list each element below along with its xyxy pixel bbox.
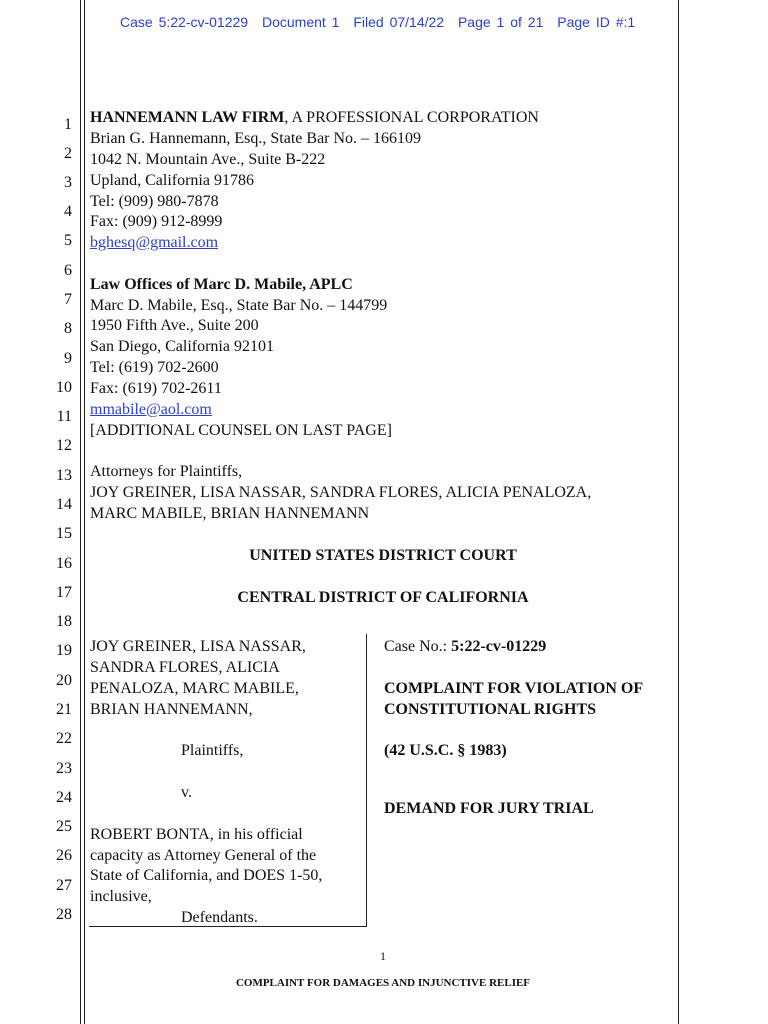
counsel1-firm <box>90 108 539 128</box>
plaintiffs-line-3: PENALOZA, MARC MABILE, <box>90 680 299 697</box>
line-number: 8 <box>64 320 72 337</box>
counsel2-tel: Tel: (619) 702-2600 <box>90 359 219 376</box>
counsel1-address2: Upland, California 91786 <box>90 172 254 189</box>
margin-rule-left-inner <box>84 0 85 1024</box>
case-number <box>384 637 546 657</box>
header-document: Document 1 <box>261 14 340 30</box>
plaintiffs-line-1: JOY GREINER, LISA NASSAR, <box>90 638 306 655</box>
line-number: 3 <box>64 174 72 191</box>
header-page: Page 1 of 21 <box>457 14 544 30</box>
defendants-label: Defendants. <box>181 909 258 926</box>
footer-title: COMPLAINT FOR DAMAGES AND INJUNCTIVE RELIEF <box>235 977 531 989</box>
defendant-line-3: State of California, and DOES 1-50, <box>90 867 323 884</box>
line-number: 21 <box>56 701 72 718</box>
line-number: 2 <box>64 145 72 162</box>
line-number: 12 <box>56 437 72 454</box>
counsel1-attorney: Brian G. Hannemann, Esq., State Bar No. – 166109 <box>90 130 422 147</box>
line-number: 24 <box>56 789 72 806</box>
line-number: 14 <box>56 496 72 513</box>
counsel2-fax: Fax: (619) 702-2611 <box>90 380 222 397</box>
defendant-line-2: capacity as Attorney General of the <box>90 847 317 864</box>
court-name: UNITED STATES DISTRICT COURT <box>249 547 517 564</box>
header-filed: Filed 07/14/22 <box>353 14 445 30</box>
line-number: 20 <box>56 672 72 689</box>
line-number: 15 <box>56 525 72 542</box>
case-number-value: 5:22-cv-01229 <box>451 638 547 655</box>
line-number: 19 <box>56 642 72 659</box>
jury-demand: DEMAND FOR JURY TRIAL <box>384 800 594 817</box>
counsel1-firm-name: HANNEMANN LAW FIRM <box>90 109 285 126</box>
line-number: 7 <box>64 291 72 308</box>
footer-page-number: 1 <box>380 949 386 963</box>
plaintiffs-line-4: BRIAN HANNEMANN, <box>90 701 253 718</box>
attorneys-for-names-2: MARC MABILE, BRIAN HANNEMANN <box>90 505 370 522</box>
line-number: 13 <box>56 467 72 484</box>
versus: v. <box>181 784 192 801</box>
counsel2-firm-name: Law Offices of Marc D. Mabile, APLC <box>90 276 353 293</box>
line-number: 1 <box>64 116 72 133</box>
attorneys-for-names-1: JOY GREINER, LISA NASSAR, SANDRA FLORES, ALICIA PENALOZA, <box>90 484 592 501</box>
attorneys-for-label: Attorneys for Plaintiffs, <box>90 463 243 480</box>
line-number: 25 <box>56 818 72 835</box>
line-number: 26 <box>56 847 72 864</box>
counsel1-firm-suffix: , A PROFESSIONAL CORPORATION <box>284 109 539 126</box>
header-page-id: Page ID #:1 <box>557 14 636 30</box>
additional-counsel-note: [ADDITIONAL COUNSEL ON LAST PAGE] <box>90 422 392 439</box>
complaint-title-1: COMPLAINT FOR VIOLATION OF <box>384 680 644 697</box>
line-number: 23 <box>56 760 72 777</box>
statute: (42 U.S.C. § 1983) <box>384 742 507 759</box>
counsel2-email-link[interactable]: mmabile@aol.com <box>90 401 212 418</box>
line-number: 9 <box>64 350 72 367</box>
counsel2-attorney: Marc D. Mabile, Esq., State Bar No. – 144799 <box>90 297 388 314</box>
plaintiffs-line-2: SANDRA FLORES, ALICIA <box>90 659 280 676</box>
counsel1-address1: 1042 N. Mountain Ave., Suite B-222 <box>90 151 326 168</box>
counsel2-address2: San Diego, California 92101 <box>90 338 274 355</box>
header-case: Case 5:22-cv-01229 <box>120 14 249 30</box>
counsel1-fax: Fax: (909) 912-8999 <box>90 213 223 230</box>
line-number: 18 <box>56 613 72 630</box>
line-number: 4 <box>64 203 72 220</box>
ecf-header <box>120 14 643 30</box>
counsel2-address1: 1950 Fifth Ave., Suite 200 <box>90 317 259 334</box>
margin-rule-left-outer <box>80 0 81 1024</box>
line-number: 22 <box>56 730 72 747</box>
defendant-line-1: ROBERT BONTA, in his official <box>90 826 303 843</box>
counsel1-tel: Tel: (909) 980-7878 <box>90 193 219 210</box>
defendant-line-4: inclusive, <box>90 888 152 905</box>
line-number: 28 <box>56 906 72 923</box>
line-number: 27 <box>56 877 72 894</box>
line-number: 5 <box>64 232 72 249</box>
line-number: 6 <box>64 262 72 279</box>
court-district: CENTRAL DISTRICT OF CALIFORNIA <box>237 589 529 606</box>
plaintiffs-label: Plaintiffs, <box>181 742 244 759</box>
margin-rule-right <box>678 0 679 1024</box>
case-number-label: Case No.: <box>384 638 452 655</box>
complaint-title-2: CONSTITUTIONAL RIGHTS <box>384 701 597 718</box>
line-number: 11 <box>56 408 72 425</box>
counsel1-email-link[interactable]: bghesq@gmail.com <box>90 234 219 251</box>
line-number: 10 <box>56 379 72 396</box>
line-number: 17 <box>56 584 72 601</box>
line-number: 16 <box>56 555 72 572</box>
